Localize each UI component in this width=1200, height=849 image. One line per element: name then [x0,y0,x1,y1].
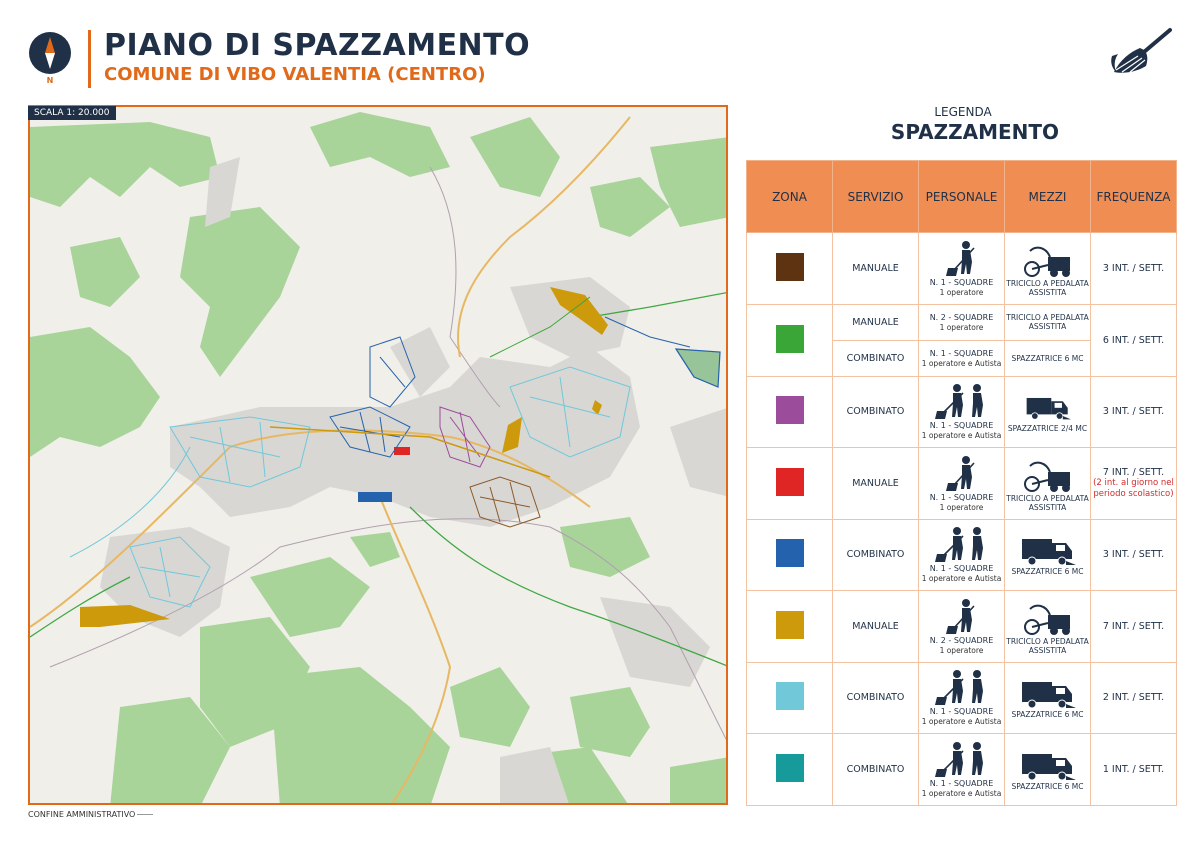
sweeper-worker-icon [940,455,984,493]
map-canvas [30,107,728,805]
team-count: N. 1 - SQUADRE [929,277,994,287]
operator-count: 1 operatore e Autista [921,788,1002,798]
zone-color-swatch [776,253,804,281]
legend-table [746,160,1177,806]
zone-color-swatch [776,539,804,567]
vehicle-label: TRICICLO A PEDALATA ASSISTITA [1006,313,1089,331]
boundary-legend [28,810,153,819]
personale-cell [919,448,1005,520]
operator-count: 1 operatore e Autista [921,431,1002,441]
servizio-cell: COMBINATO [833,519,919,591]
boundary-legend-label: CONFINE AMMINISTRATIVO [28,810,136,819]
compass-icon [28,31,72,75]
street-sweeper-truck-icon [1020,748,1076,782]
vehicle-label: TRICICLO A PEDALATA ASSISTITA [1006,637,1089,656]
frequency-value: 2 INT. / SETT. [1102,692,1165,704]
zone-color-swatch [776,325,804,353]
col-zona: ZONA [747,161,833,233]
vehicle-label: SPAZZATRICE 6 MC [1011,781,1084,791]
legend-row [747,304,1177,340]
frequency-value: 1 INT. / SETT. [1102,763,1165,775]
zone-cell [747,662,833,734]
street-sweeper-truck-icon [1020,533,1076,567]
zone-cell [747,591,833,663]
zone-color-swatch [776,682,804,710]
mezzi-cell [1005,591,1091,663]
legend-row [747,448,1177,520]
team-count: N. 1 - SQUADRE [929,707,994,717]
tricycle-icon [1022,239,1074,279]
mezzi-cell [1005,376,1091,448]
zone-color-swatch [776,611,804,639]
street-sweeper-truck-icon [1020,676,1076,710]
mezzi-cell [1005,519,1091,591]
sweeper-worker-icon [940,598,984,636]
personale-cell [919,376,1005,448]
zone-cell [747,376,833,448]
col-frequenza: FREQUENZA [1091,161,1177,233]
legend-row [747,662,1177,734]
vehicle-label: SPAZZATRICE 2/4 MC [1007,424,1088,434]
personale-cell [919,519,1005,591]
operator-count: 1 operatore e Autista [921,717,1002,727]
servizio-cell: COMBINATO [833,662,919,734]
operator-count: 1 operatore [939,502,984,512]
team-count: N. 1 - SQUADRE [929,421,994,431]
page-subtitle: COMUNE DI VIBO VALENTIA (CENTRO) [104,64,486,85]
servizio-cell: COMBINATO [833,376,919,448]
zone-cell [747,304,833,376]
team-count: N. 1 - SQUADRE [929,348,994,358]
title-divider [88,30,91,88]
vehicle-label: TRICICLO A PEDALATA ASSISTITA [1006,279,1089,298]
col-personale: PERSONALE [919,161,1005,233]
legend-row [747,734,1177,806]
sweeper-worker-icon [940,240,984,278]
legend-header-row [747,161,1177,233]
frequency-value: 3 INT. / SETT. [1102,262,1165,274]
operator-count: 1 operatore e Autista [921,574,1002,584]
mezzi-cell [1005,304,1091,340]
legend-caption: LEGENDA [934,105,992,119]
vehicle-label: TRICICLO A PEDALATA ASSISTITA [1006,494,1089,513]
mezzi-cell [1005,233,1091,305]
frequenza-cell [1091,376,1177,448]
worker-and-driver-icon [933,669,991,707]
frequency-value: 3 INT. / SETT. [1102,406,1165,418]
personale-cell [919,662,1005,734]
legend-row [747,519,1177,591]
team-count: N. 1 - SQUADRE [929,778,994,788]
personale-cell [919,304,1005,340]
street-sweeper-truck-icon [1025,390,1071,424]
worker-and-driver-icon [933,741,991,779]
personale-cell [919,233,1005,305]
servizio-cell: MANUALE [833,233,919,305]
team-count: N. 1 - SQUADRE [929,492,994,502]
col-mezzi: MEZZI [1005,161,1091,233]
frequency-value: 3 INT. / SETT. [1102,549,1165,561]
legend-row [747,591,1177,663]
mezzi-cell [1005,448,1091,520]
frequenza-cell [1091,591,1177,663]
legend-row [747,376,1177,448]
team-count: N. 2 - SQUADRE [929,312,994,322]
vehicle-label: SPAZZATRICE 6 MC [1011,710,1084,720]
zone-cell [747,233,833,305]
personale-cell [919,591,1005,663]
zone-area-blue[interactable] [358,492,392,502]
zone-cell [747,734,833,806]
personale-cell [919,734,1005,806]
page-title: PIANO DI SPAZZAMENTO [104,28,531,63]
legend-row [747,233,1177,305]
servizio-cell: COMBINATO [833,340,919,376]
zone-color-swatch [776,396,804,424]
frequenza-cell [1091,233,1177,305]
mezzi-cell [1005,662,1091,734]
operator-count: 1 operatore [939,287,984,297]
zone-color-swatch [776,468,804,496]
mezzi-cell [1005,734,1091,806]
frequenza-cell [1091,662,1177,734]
servizio-cell: COMBINATO [833,734,919,806]
team-count: N. 1 - SQUADRE [929,564,994,574]
legend-title: SPAZZAMENTO [890,120,1060,144]
operator-count: 1 operatore e Autista [921,358,1002,368]
servizio-cell: MANUALE [833,591,919,663]
sweeping-zones-map[interactable] [28,105,728,805]
zone-color-swatch [776,754,804,782]
personale-cell [919,340,1005,376]
frequency-value: 7 INT. / SETT. [1102,466,1165,478]
frequency-note: (2 int. al giorno nel periodo scolastico) [1093,477,1174,499]
worker-and-driver-icon [933,383,991,421]
vehicle-label: SPAZZATRICE 6 MC [1011,567,1084,577]
col-servizio: SERVIZIO [833,161,919,233]
boundary-line-sample [137,814,153,815]
vehicle-label: SPAZZATRICE 6 MC [1011,353,1084,363]
team-count: N. 2 - SQUADRE [929,635,994,645]
compass-north-label: N [46,76,54,85]
zone-cell [747,519,833,591]
broom-icon [1108,26,1176,78]
frequenza-cell: 6 INT. / SETT. [1091,304,1177,376]
frequenza-cell [1091,448,1177,520]
worker-and-driver-icon [933,526,991,564]
operator-count: 1 operatore [939,645,984,655]
tricycle-icon [1022,597,1074,637]
tricycle-icon [1022,454,1074,494]
frequenza-cell [1091,519,1177,591]
frequency-value: 7 INT. / SETT. [1102,620,1165,632]
zone-cell [747,448,833,520]
map-scale-label: SCALA 1: 20.000 [28,106,116,120]
servizio-cell: MANUALE [833,448,919,520]
frequenza-cell [1091,734,1177,806]
mezzi-cell [1005,340,1091,376]
servizio-cell: MANUALE [833,304,919,340]
operator-count: 1 operatore [939,322,984,332]
